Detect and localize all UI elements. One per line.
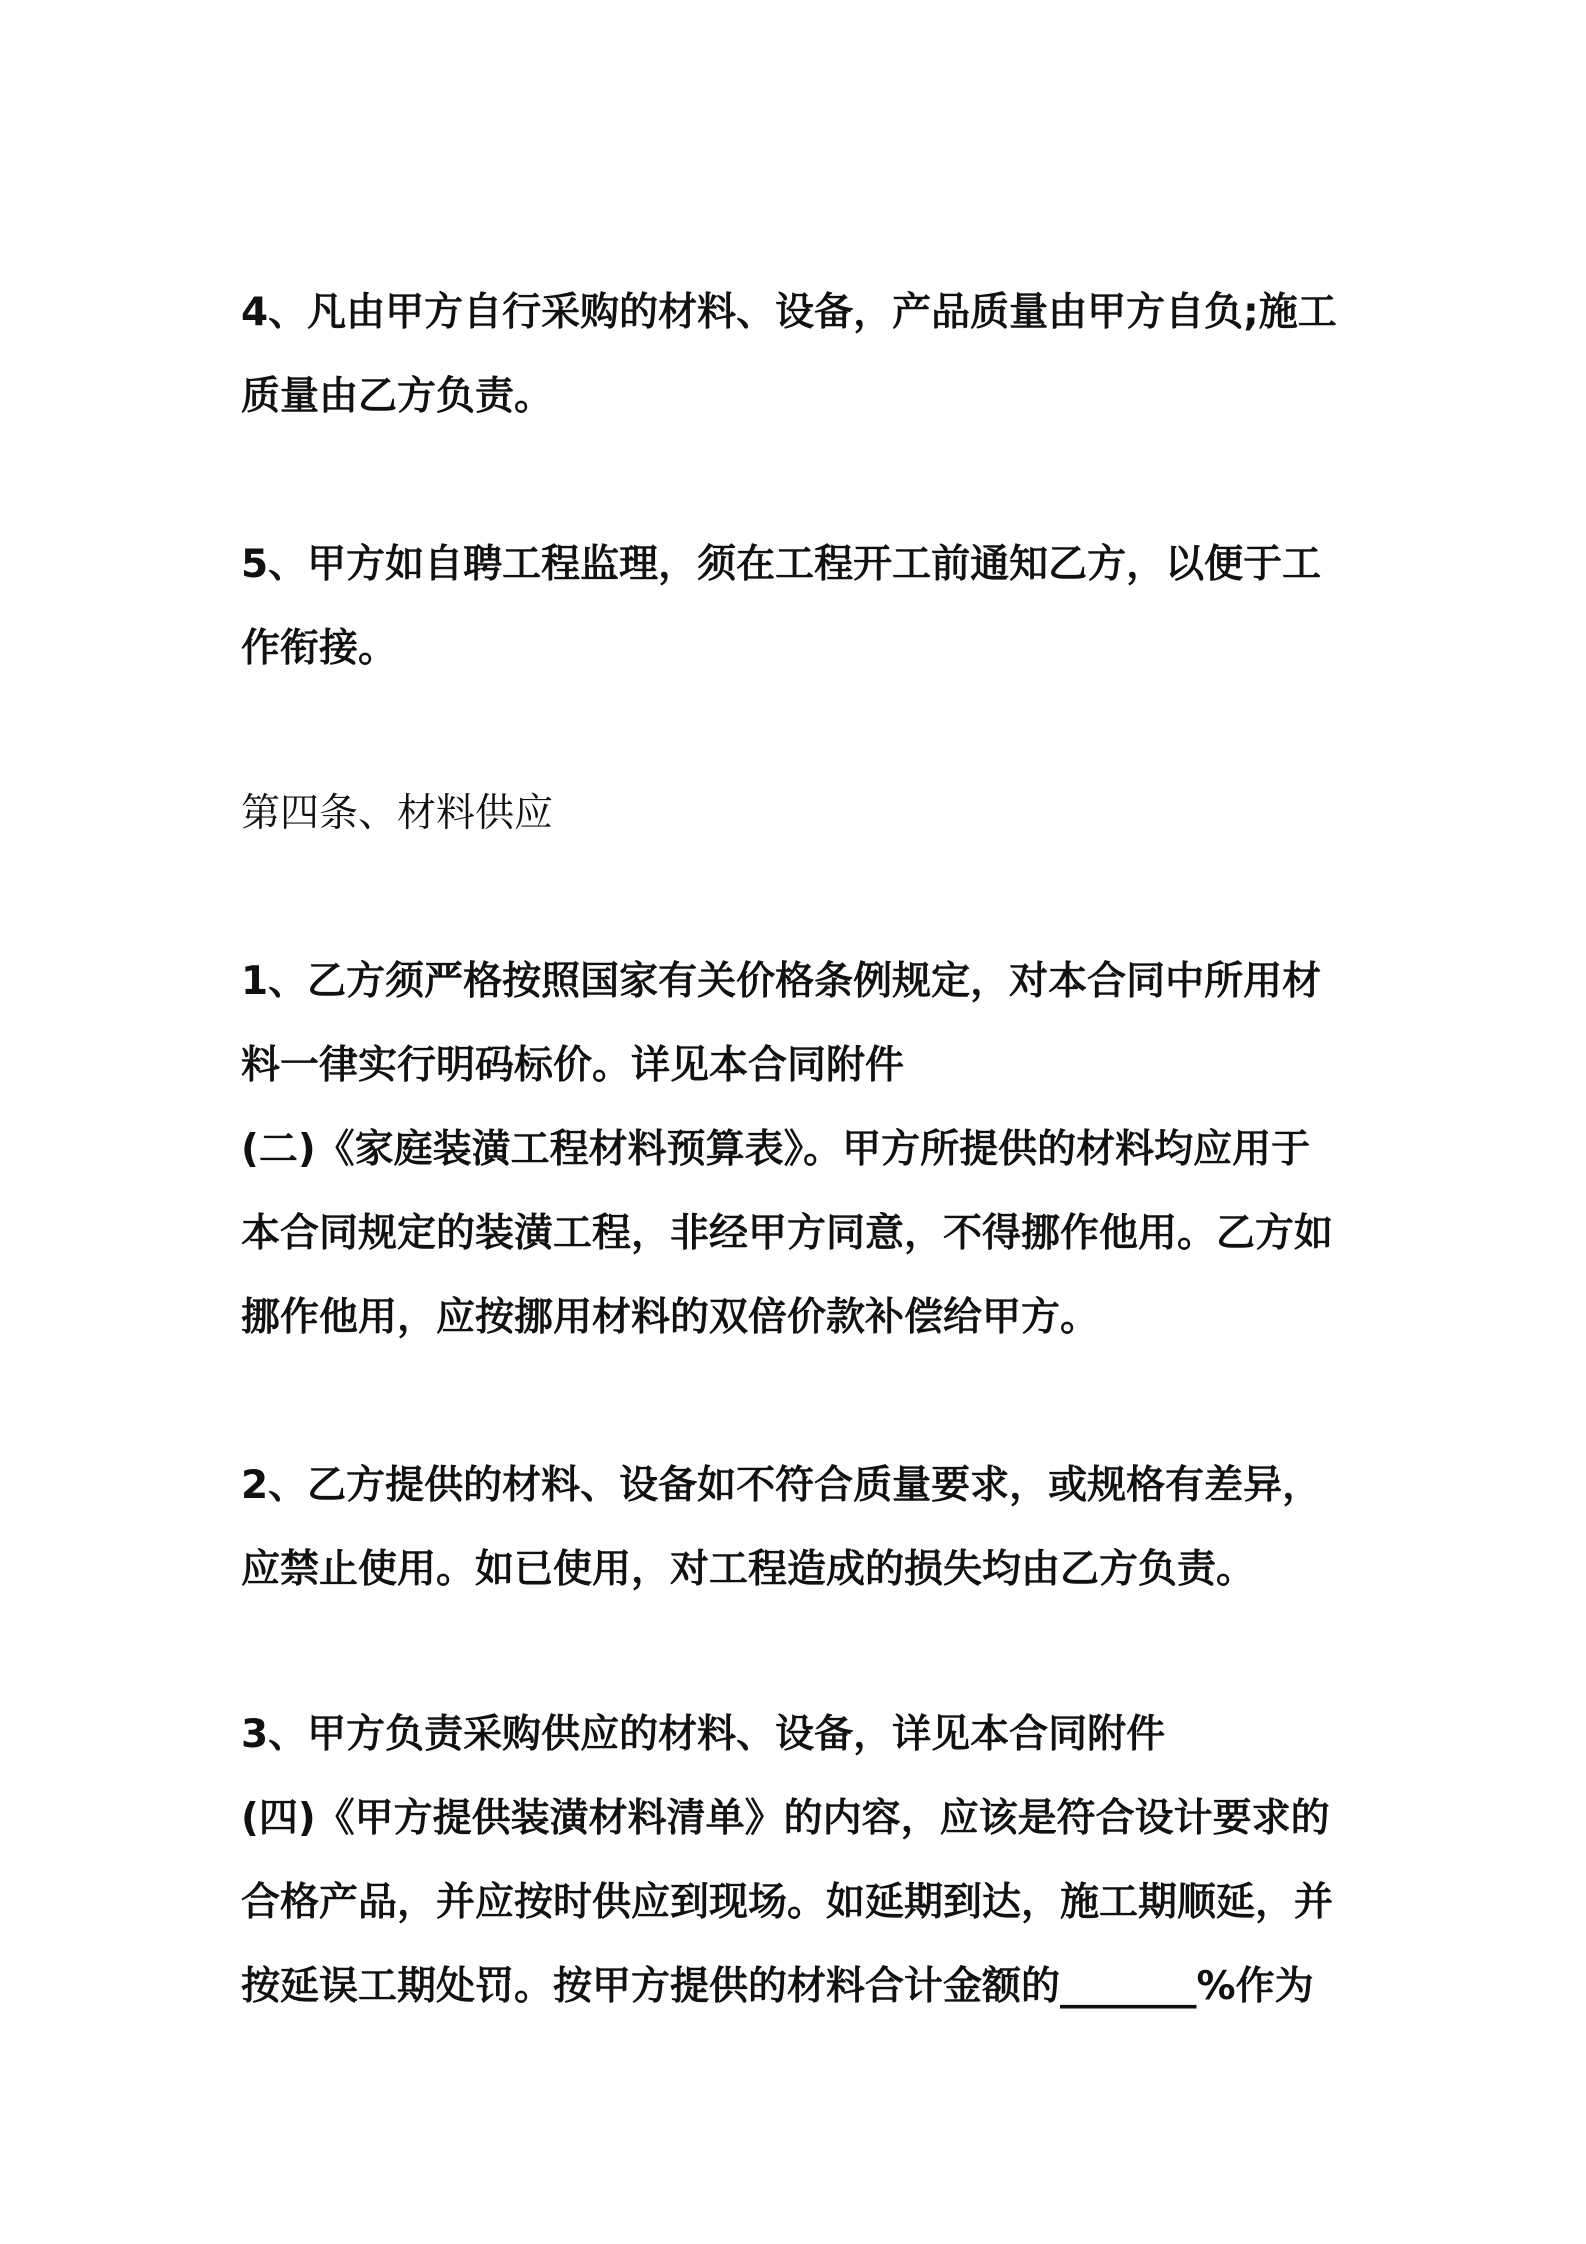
paragraph-item-5 bbox=[241, 523, 1361, 691]
text-line: 作衔接。 bbox=[241, 626, 398, 671]
paragraph-item-2 bbox=[241, 1444, 1361, 1612]
text-line: 本合同规定的装潢工程，非经甲方同意，不得挪作他用。乙方如 bbox=[241, 1211, 1334, 1256]
text-line: 4、凡由甲方自行采购的材料、设备，产品质量由甲方自负;施工 bbox=[241, 290, 1337, 335]
paragraph-item-4 bbox=[241, 271, 1361, 439]
paragraph-item-1 bbox=[241, 940, 1361, 1360]
text-line: 2、乙方提供的材料、设备如不符合质量要求，或规格有差异， bbox=[241, 1463, 1322, 1508]
text-line: 5、甲方如自聘工程监理，须在工程开工前通知乙方，以便于工 bbox=[241, 542, 1322, 587]
text-line: 1、乙方须严格按照国家有关价格条例规定，对本合同中所用材 bbox=[241, 959, 1322, 1004]
heading-line: 第四条、材料供应 bbox=[241, 791, 554, 836]
text-line: (二)《家庭装潢工程材料预算表》。甲方所提供的材料均应用于 bbox=[241, 1127, 1311, 1172]
paragraph-item-3 bbox=[241, 1693, 1361, 2029]
text-line: 挪作他用，应按挪用材料的双倍价款补偿给甲方。 bbox=[241, 1295, 1100, 1340]
text-line: 应禁止使用。如已使用，对工程造成的损失均由乙方负责。 bbox=[241, 1547, 1256, 1592]
text-line: 质量由乙方负责。 bbox=[241, 374, 554, 419]
text-line: 3、甲方负责采购供应的材料、设备，详见本合同附件 bbox=[241, 1712, 1166, 1757]
text-line: 料一律实行明码标价。详见本合同附件 bbox=[241, 1043, 905, 1088]
section-heading bbox=[241, 772, 1361, 856]
text-line: 合格产品，并应按时供应到现场。如延期到达，施工期顺延，并 bbox=[241, 1880, 1334, 1925]
text-line: (四)《甲方提供装潢材料清单》的内容，应该是符合设计要求的 bbox=[241, 1796, 1330, 1841]
text-line: 按延误工期处罚。按甲方提供的材料合计金额的_______%作为 bbox=[241, 1964, 1314, 2009]
